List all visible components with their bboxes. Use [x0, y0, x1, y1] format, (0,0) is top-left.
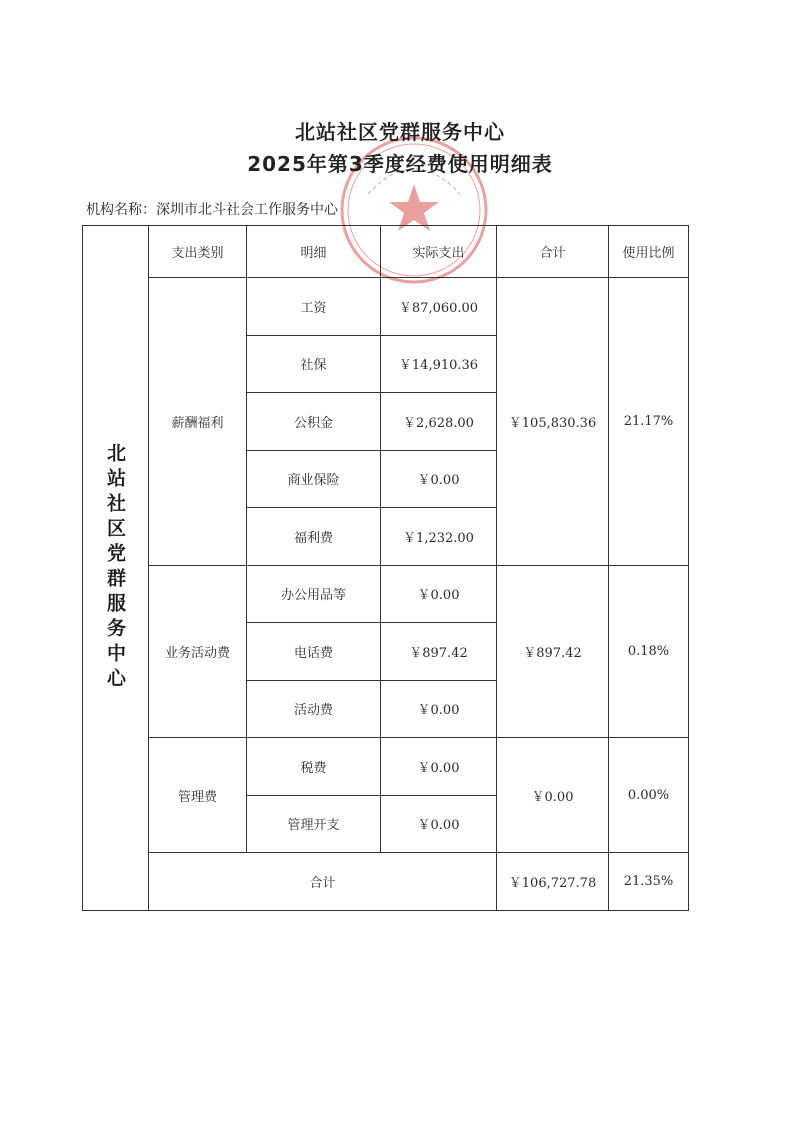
table-row [83, 565, 689, 623]
detail-cell: 工资 [247, 278, 381, 336]
category-cell: 管理费 [149, 738, 247, 853]
amount-cell: ￥0.00 [381, 680, 497, 738]
document-subtitle: 2025年第3季度经费使用明细表 [247, 152, 553, 176]
detail-cell: 社保 [247, 335, 381, 393]
detail-cell: 管理开支 [247, 795, 381, 853]
detail-cell: 商业保险 [247, 450, 381, 508]
amount-cell: ￥0.00 [381, 450, 497, 508]
category-cell: 业务活动费 [149, 565, 247, 738]
vertical-label-cell [83, 226, 149, 911]
group-ratio-cell: 21.17% [609, 278, 689, 566]
summary-row [83, 853, 689, 911]
header-ratio: 使用比例 [609, 226, 689, 278]
detail-cell: 电话费 [247, 623, 381, 681]
amount-cell: ￥897.42 [381, 623, 497, 681]
group-total-cell: ￥0.00 [497, 738, 609, 853]
amount-cell: ￥14,910.36 [381, 335, 497, 393]
vertical-label: 北站社区党群服务中心 [104, 442, 126, 693]
detail-cell: 活动费 [247, 680, 381, 738]
group-ratio-cell: 0.00% [609, 738, 689, 853]
expense-table [82, 225, 689, 911]
document-title: 北站社区党群服务中心 [295, 120, 505, 144]
detail-cell: 办公用品等 [247, 565, 381, 623]
header-actual: 实际支出 [381, 226, 497, 278]
organization-name: 机构名称：深圳市北斗社会工作服务中心 [86, 202, 338, 218]
amount-cell: ￥2,628.00 [381, 393, 497, 451]
header-total: 合计 [497, 226, 609, 278]
amount-cell: ￥87,060.00 [381, 278, 497, 336]
table-row [83, 738, 689, 796]
summary-ratio: 21.35% [609, 853, 689, 911]
summary-label: 合计 [149, 853, 497, 911]
header-category: 支出类别 [149, 226, 247, 278]
group-total-cell: ￥897.42 [497, 565, 609, 738]
seal-star-icon [389, 184, 439, 231]
amount-cell: ￥0.00 [381, 795, 497, 853]
table-header-row [83, 226, 689, 278]
amount-cell: ￥0.00 [381, 565, 497, 623]
detail-cell: 公积金 [247, 393, 381, 451]
table-row [83, 278, 689, 336]
detail-cell: 福利费 [247, 508, 381, 566]
detail-cell: 税费 [247, 738, 381, 796]
group-total-cell: ￥105,830.36 [497, 278, 609, 566]
category-cell: 薪酬福利 [149, 278, 247, 566]
group-ratio-cell: 0.18% [609, 565, 689, 738]
amount-cell: ￥0.00 [381, 738, 497, 796]
amount-cell: ￥1,232.00 [381, 508, 497, 566]
header-detail: 明细 [247, 226, 381, 278]
summary-total: ￥106,727.78 [497, 853, 609, 911]
